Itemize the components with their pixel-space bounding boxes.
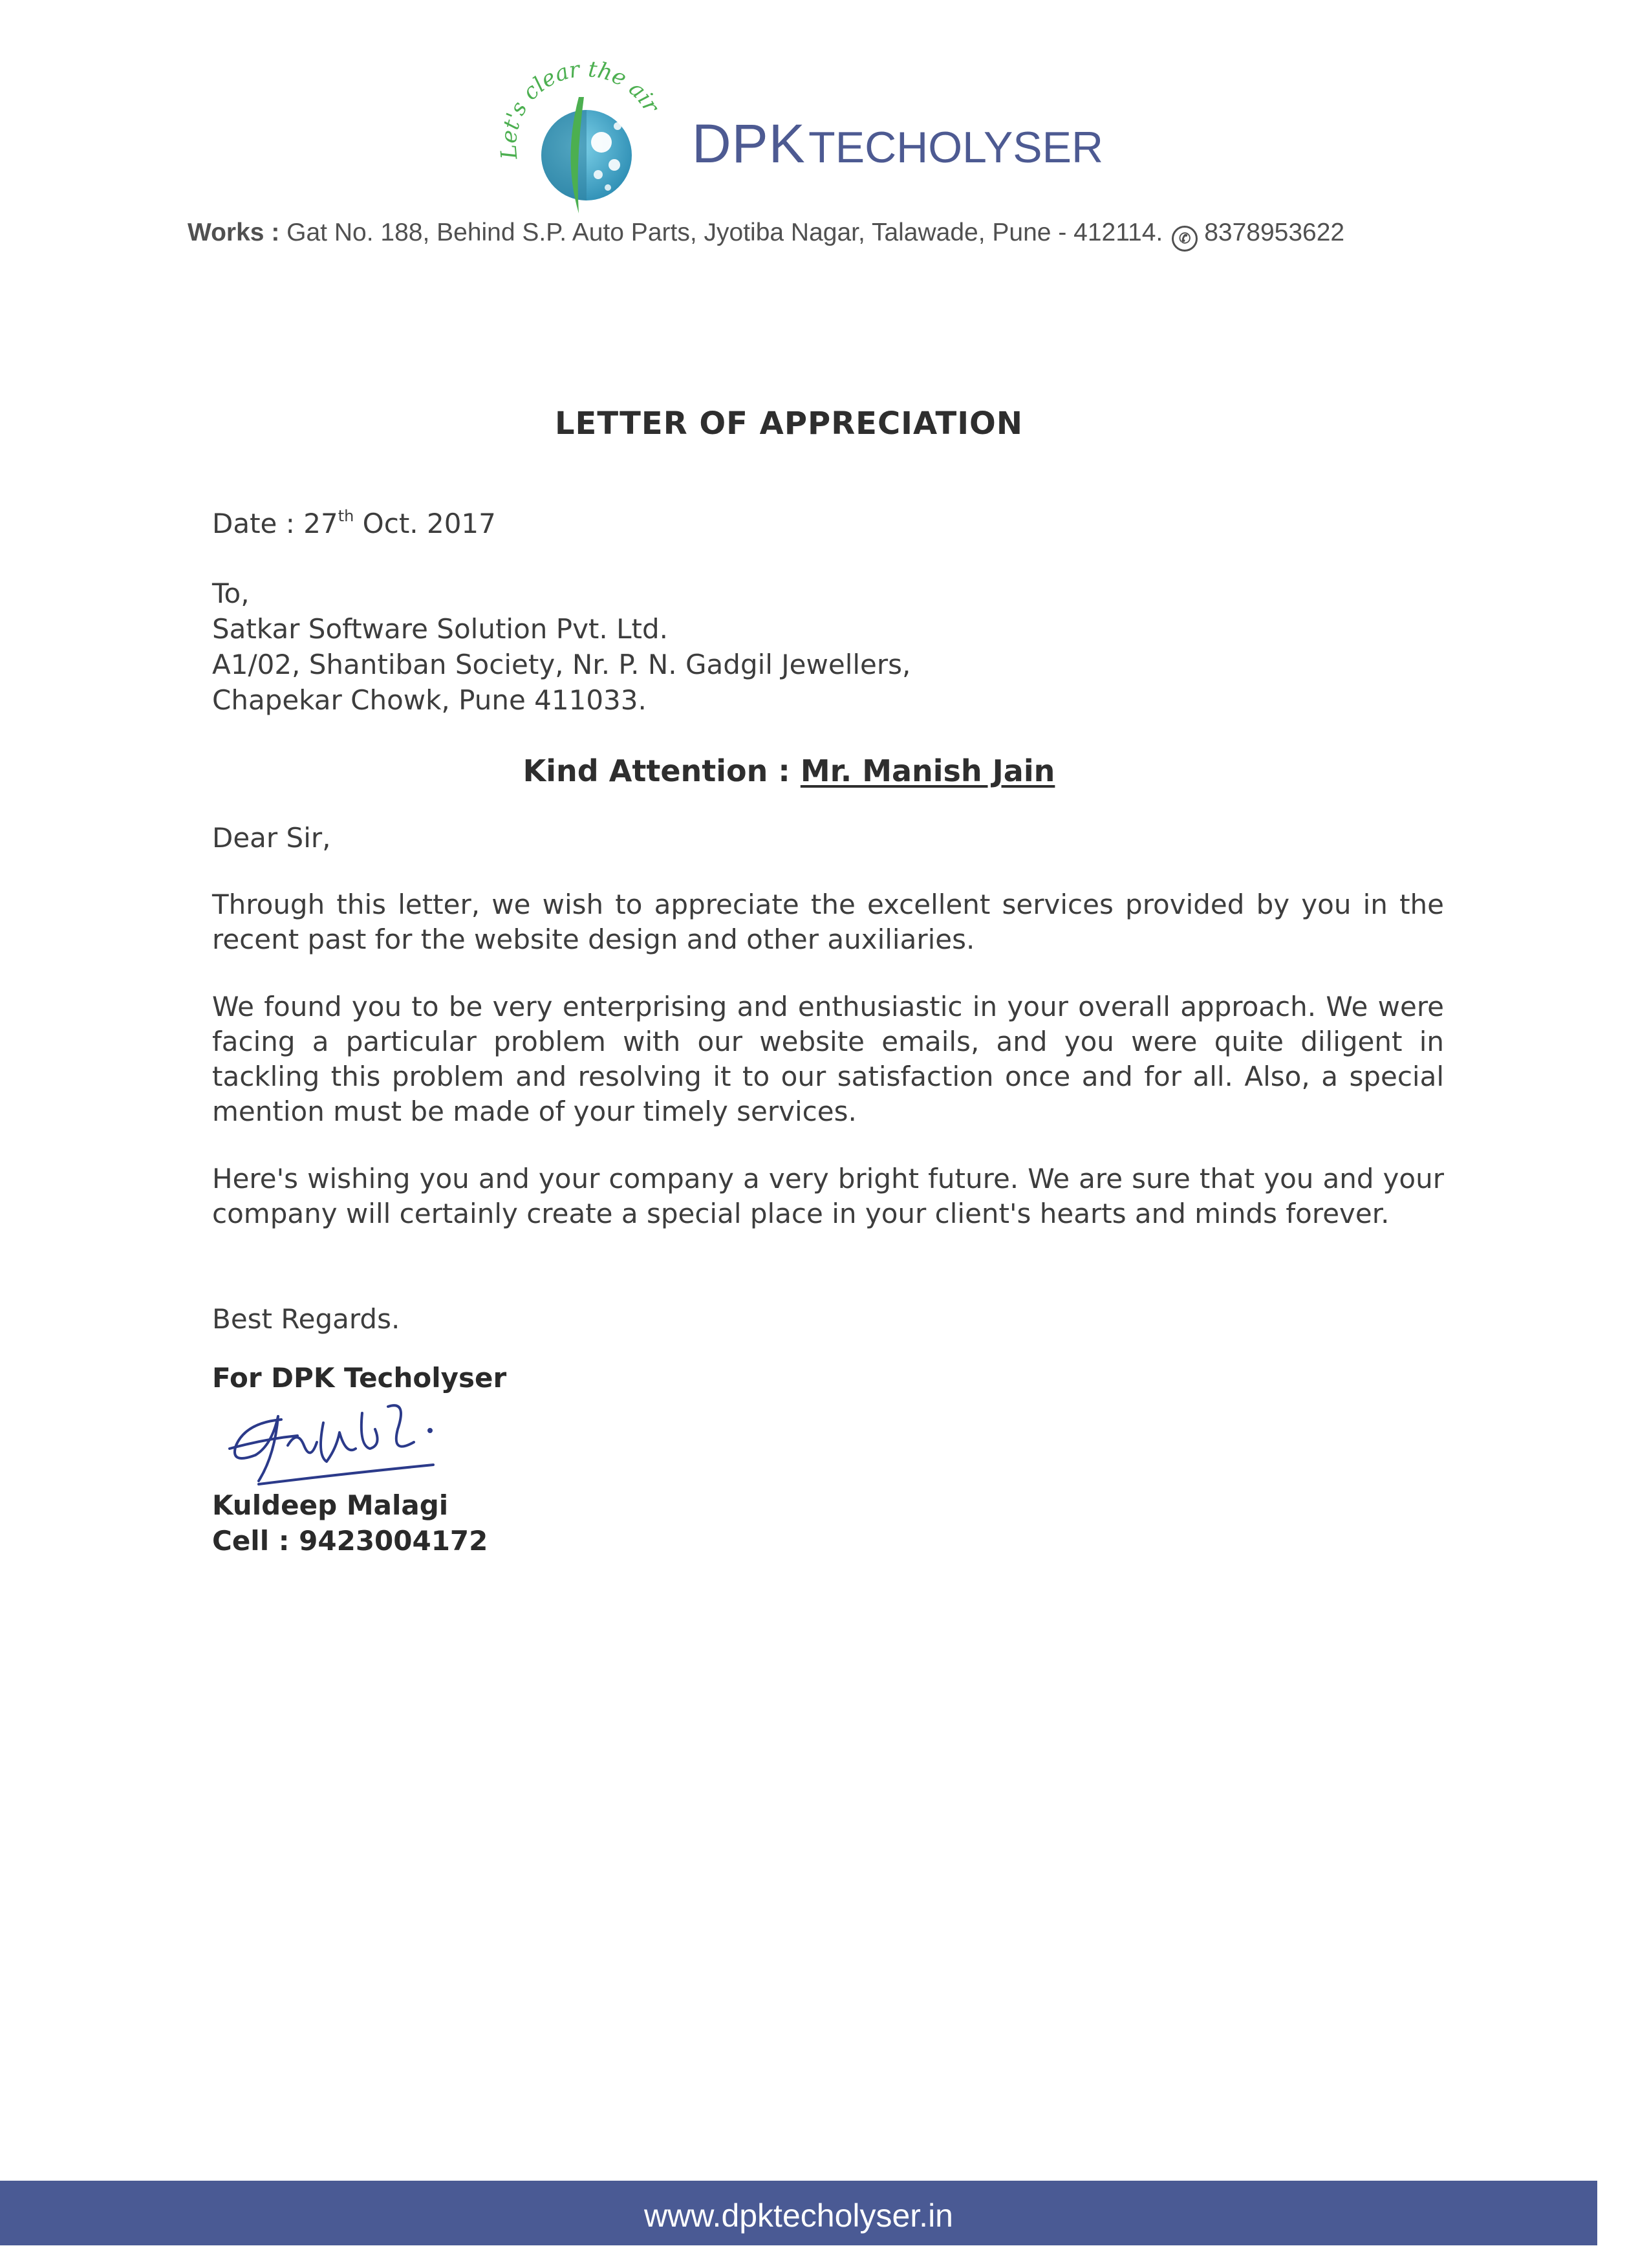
recipient-company: Satkar Software Solution Pvt. Ltd. [212,613,668,645]
recipient-address-line1: A1/02, Shantiban Society, Nr. P. N. Gadgil Jewellers, [212,649,911,680]
paragraph-2: We found you to be very enterprising and enthusiastic in your overall approach. We were facing a particular problem with our website emails, and you were quite diligent in tackling this problem and resolving it to our satisfaction once and for all. Also, a special mention must be made of your timely services. [212,991,1444,1127]
recipient-address-line2: Chapekar Chowk, Pune 411033. [212,684,647,716]
salutation: Dear Sir, [212,822,331,854]
phone-icon: ✆ [1172,226,1198,252]
kind-attention: Kind Attention : Mr. Manish Jain [523,753,1055,788]
closing: Best Regards. [212,1303,400,1335]
letter-title: LETTER OF APPRECIATION [554,405,1024,442]
company-logo [482,36,676,213]
paragraph-3: Here's wishing you and your company a very bright future. We are sure that you and your company will certainly create a special place in your client's hearts and minds forever. [212,1163,1444,1229]
company-name [692,113,1104,174]
signer-name: Kuldeep Malagi [212,1489,449,1521]
signature [220,1384,459,1497]
works-address: Gat No. 188, Behind S.P. Auto Parts, Jyotiba Nagar, Talawade, Pune - 412114. [286,219,1163,246]
company-phone: 8378953622 [1204,219,1345,246]
company-name-techolyser: TECHOLYSER [808,123,1104,172]
to-label: To, [212,578,250,609]
signer-cell: Cell : 9423004172 [212,1525,488,1557]
logo-tagline: Let's clear the air [495,56,665,160]
company-name-dpk: DPK [692,113,806,174]
attention-name: Mr. Manish Jain [800,753,1055,788]
works-address-line [188,219,1461,252]
letter-date: Date : 27th Oct. 2017 [212,507,496,539]
for-company: For DPK Techolyser [212,1362,507,1394]
paragraph-1: Through this letter, we wish to appreciate the excellent services provided by you in the recent past for the website design and other auxiliaries. [212,889,1444,955]
footer-website: www.dpktecholyser.in [643,2198,953,2234]
works-label: Works : [188,219,280,246]
